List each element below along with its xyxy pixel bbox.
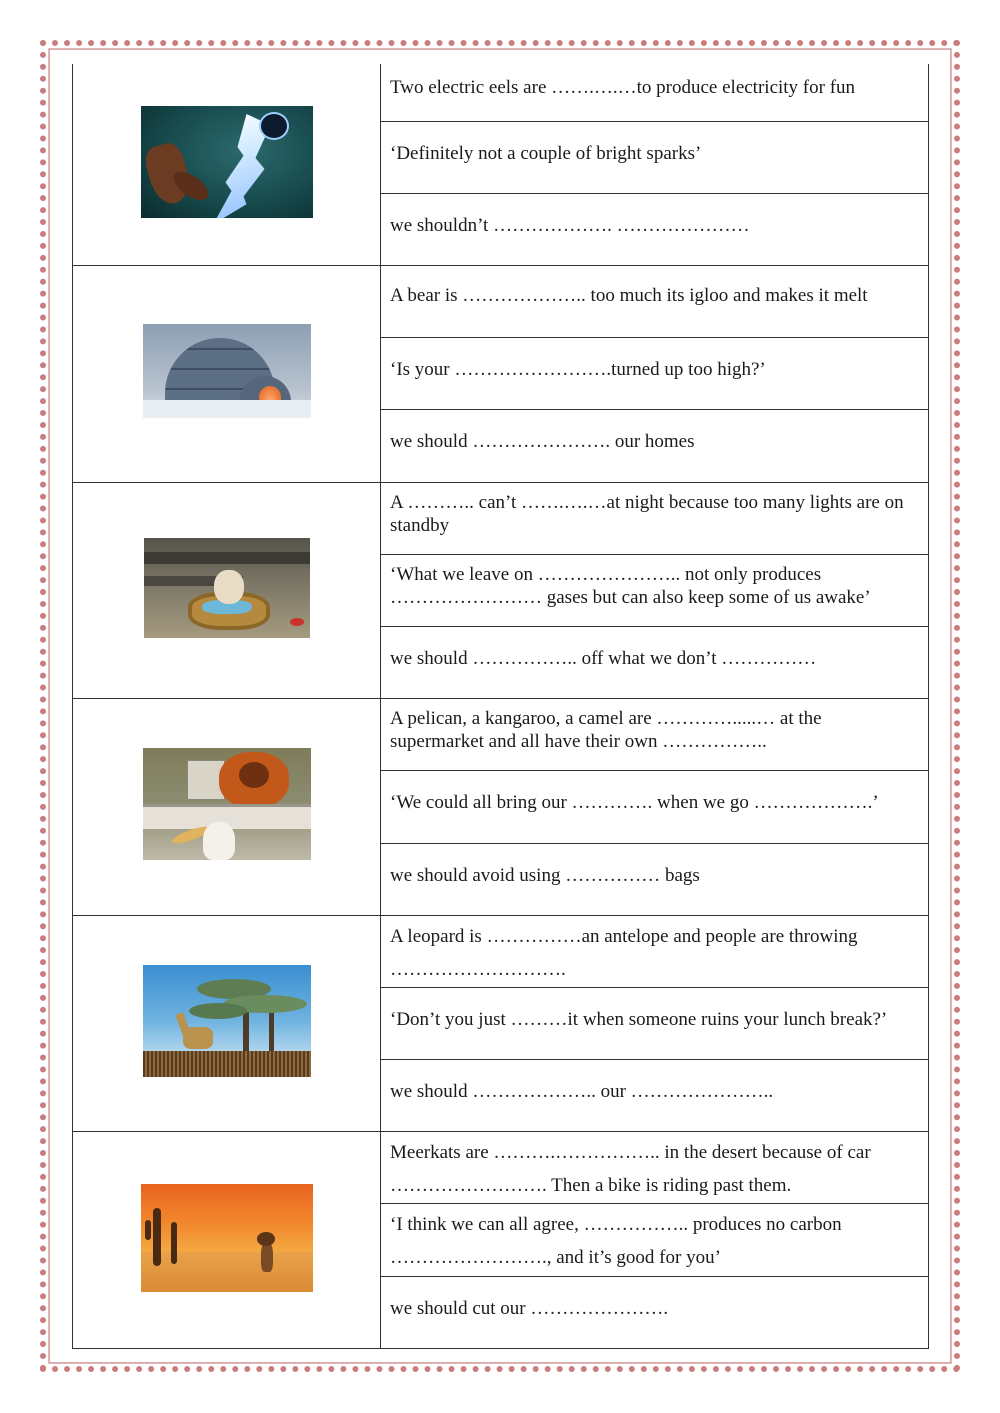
table-row [73, 915, 929, 987]
advice-text: we should avoid using …………… bags [390, 864, 700, 886]
advice-cell [381, 843, 929, 915]
advice-cell [381, 626, 929, 698]
igloo-picture [143, 324, 311, 418]
table-row [73, 266, 929, 338]
advice-text: we should ……………….. our ………………….. [390, 1081, 774, 1103]
advice-cell [381, 1060, 929, 1132]
sentence-cell [381, 64, 929, 121]
sentence-text: A leopard is ……………an antelope and people are throwing ………………………. [390, 925, 858, 980]
quote-text: ‘Is your …………………….turned up too high?’ [390, 359, 766, 381]
table-row [73, 482, 929, 554]
table-row [73, 699, 929, 771]
sentence-cell [381, 266, 929, 338]
quote-text: ‘We could all bring our …………. when we go ……………….’ [390, 792, 879, 814]
picture-cell [73, 64, 381, 266]
sentence-cell [381, 699, 929, 771]
supermarket-picture [143, 748, 311, 860]
savanna-picture [143, 965, 311, 1077]
picture-cell [73, 699, 381, 916]
sentence-text: A bear is ……………….. too much its igloo and makes it melt [390, 285, 868, 307]
table-row [73, 64, 929, 121]
sentence-cell [381, 482, 929, 554]
quote-text: ‘I think we can all agree, …………….. produces no carbon ……………………., and it’s good for you’ [390, 1214, 842, 1269]
sentence-text: A ……….. can’t …….….…at night because too many lights are on standby [390, 491, 904, 536]
quote-text: ‘What we leave on ………………….. not only produces …………………… gases but can also keep some of us awake’ [390, 563, 871, 608]
advice-text: we shouldn’t ………………. ………………… [390, 214, 750, 236]
quote-cell [381, 554, 929, 626]
picture-cell [73, 915, 381, 1132]
advice-cell [381, 193, 929, 265]
sentence-cell [381, 915, 929, 987]
advice-cell [381, 410, 929, 482]
advice-cell [381, 1276, 929, 1348]
electric-eels-picture [141, 106, 313, 218]
picture-cell [73, 1132, 381, 1349]
picture-cell [73, 482, 381, 699]
table-row [73, 1132, 929, 1204]
picture-cell [73, 266, 381, 483]
quote-cell [381, 121, 929, 193]
pet-bed-picture [144, 538, 310, 638]
advice-text: we should …………………. our homes [390, 431, 695, 453]
advice-text: we should cut our …………………. [390, 1297, 669, 1319]
sentence-text: Meerkats are ……….…………….. in the desert because of car ……………………. Then a bike is riding past them. [390, 1142, 871, 1197]
desert-picture [141, 1184, 313, 1292]
sentence-cell [381, 1132, 929, 1204]
quote-cell [381, 1204, 929, 1276]
advice-text: we should …………….. off what we don’t …………… [390, 647, 817, 669]
quote-cell [381, 987, 929, 1059]
quote-text: ‘Don’t you just ………it when someone ruins your lunch break?’ [390, 1008, 888, 1030]
quote-cell [381, 338, 929, 410]
quote-cell [381, 771, 929, 843]
sentence-text: A pelican, a kangaroo, a camel are ………….....… at the supermarket and all have their own …………….. [390, 708, 822, 753]
quote-text: ‘Definitely not a couple of bright sparks’ [390, 142, 702, 164]
sentence-text: Two electric eels are …….….…to produce electricity for fun [390, 77, 856, 98]
worksheet-table [72, 64, 929, 1349]
